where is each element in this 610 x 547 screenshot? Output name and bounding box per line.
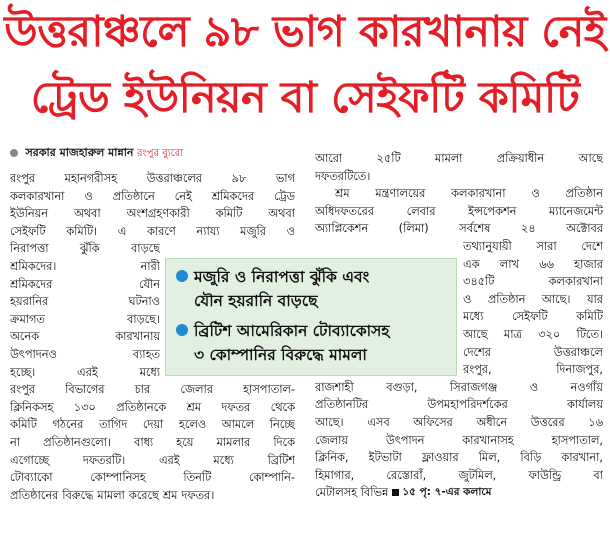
blue-bullet-icon (176, 324, 188, 336)
article-line: উৎপাদনও ব্যাহত (10, 347, 160, 361)
article-line: রাজশাহী বগুড়া, সিরাজগঞ্জ ও নওগাঁয় (315, 380, 603, 394)
article-line: দেশের উত্তরাঞ্চলে (463, 345, 603, 359)
article-line: রংপুর বিভাগের চার জেলার হাসপাতাল- (10, 383, 295, 397)
article-line: শ্রমিকদের। নারী (10, 259, 160, 273)
article-line: নিরাপত্তা ঝুঁকি বাড়ছে (10, 242, 160, 256)
article-line: ক্লিনিক, ইটভাটা ফ্লাওয়ার মিল, বিড়ি কারখানা, (315, 451, 603, 465)
article-line: অনেক কারখানায় (10, 330, 160, 344)
article-line: প্রতিষ্ঠানটির উপমহাপরিদর্শকের কার্যালয় (315, 398, 603, 412)
headline-line-1: উত্তরাঞ্চলে ৯৮ ভাগ কারখানায় নেই (4, 7, 606, 57)
continuation-label: ১৫ পৃ: ৭-এর কলামে (402, 486, 492, 499)
article-line: প্রতিষ্ঠানের বিরুদ্ধে মামলা করেছে শ্রম দফতর। (10, 488, 215, 502)
article-line: তথ্যানুযায়ী সারা দেশে (463, 239, 603, 253)
article-line: জেলায় উৎপাদন কারখানাসহ হাসপাতাল, (315, 433, 603, 447)
bureau-label: রংপুর ব্যুরো (137, 148, 184, 159)
article-line: হয়রানির ঘটনাও (10, 295, 160, 309)
article-line: মধ্যে সেইফটি কমিটি (463, 310, 603, 324)
highlight-item-2-line-2: ৩ কোম্পানির বিরুদ্ধে মামলা (194, 346, 367, 364)
author-name: সরকার মাজহারুল মান্নান (25, 146, 134, 159)
article-line: শ্রম মন্ত্রণালয়ের কলকারখানা ও প্রতিষ্ঠান (335, 187, 603, 201)
article-line: ও প্রতিষ্ঠান আছে। যার (463, 292, 603, 306)
article-line: আছে। এসব অফিসের অধীনে উত্তরের ১৬ (315, 415, 603, 429)
article-line: এক লাখ ৬৬ হাজার (463, 257, 603, 271)
article-line: টোব্যাকো কোম্পানিসহ তিনটি কোম্পানি- (10, 471, 295, 485)
highlight-box (165, 258, 457, 376)
article-line-last (315, 484, 603, 502)
article-line: মেটালসহ বিভিন্ন (315, 486, 389, 500)
headline-line-2: ট্রেড ইউনিয়ন বা সেইফটি কমিটি (30, 73, 580, 123)
article-line: অ্যাপ্লিকেশন (লিমা) সর্বশেষ ২৪ অক্টোবর (315, 222, 603, 236)
blue-bullet-icon (176, 270, 188, 282)
article-line: ক্লিনিকসহ ১৩০ প্রতিষ্ঠানকে শ্রম দফতর থেকে (10, 400, 295, 414)
square-icon (392, 489, 399, 496)
highlight-item-1-line-2: যৌন হয়রানি বাড়ছে (194, 292, 318, 310)
continued-on-page (392, 484, 491, 502)
byline (10, 145, 183, 162)
article-line: আরো ২৫টি মামলা প্রক্রিয়াধীন আছে (315, 152, 603, 165)
article-line: কমিটি গঠনের তাগিদ দেয়া হলেও আমলে নিচ্ছে (10, 418, 295, 432)
article-line: এগোচ্ছে দফতরটি। এরই মধ্যে ব্রিটিশ (10, 453, 295, 467)
article-line: দফতরটিতে। (315, 169, 371, 183)
article-line: রংপুর মহানগরীসহ উত্তরাঞ্চলের ৯৮ ভাগ (10, 172, 295, 185)
article-line: হিমাগার, রেস্তোরাঁ, জুটমিল, ফাউন্ড্রি বা (315, 468, 603, 482)
article-line: ইউনিয়ন অথবা অংশগ্রহণকারী কমিটি অথবা (10, 207, 295, 221)
highlight-item (176, 319, 448, 367)
article-line: রংপুর, দিনাজপুর, (463, 363, 603, 377)
article-line: আছে মাত্র ৩২০ টিতে। (463, 327, 603, 341)
article-line: ক্রমাগত বাড়ছে। (10, 312, 160, 326)
bullet-icon (10, 149, 18, 157)
highlight-item-1-line-1: মজুরি ও নিরাপত্তা ঝুঁকি এবং (194, 268, 370, 286)
article-line: অধিদফতরের লেবার ইন্সপেকশন ম্যানেজমেন্ট (315, 204, 603, 218)
highlight-item (176, 265, 448, 313)
article-line: হচ্ছে। এরই মধ্যে (10, 365, 160, 379)
article-line: সেইফটি কমিটি। এ কারণে ন্যায্য মজুরি ও (10, 224, 295, 238)
article-line: কলকারখানা ও প্রতিষ্ঠানে নেই শ্রমিকদের ট্রেড (10, 189, 295, 203)
article-line: ৩৪৫টি কলকারখানা (463, 275, 603, 289)
highlight-item-2-line-1: ব্রিটিশ আমেরিকান টোব্যাকোসহ (194, 322, 390, 340)
article-line: শ্রমিকদের যৌন (10, 277, 160, 291)
article-line: না প্রতিষ্ঠানগুলো। বাধ্য হয়ে মামলার দিকে (10, 435, 295, 449)
